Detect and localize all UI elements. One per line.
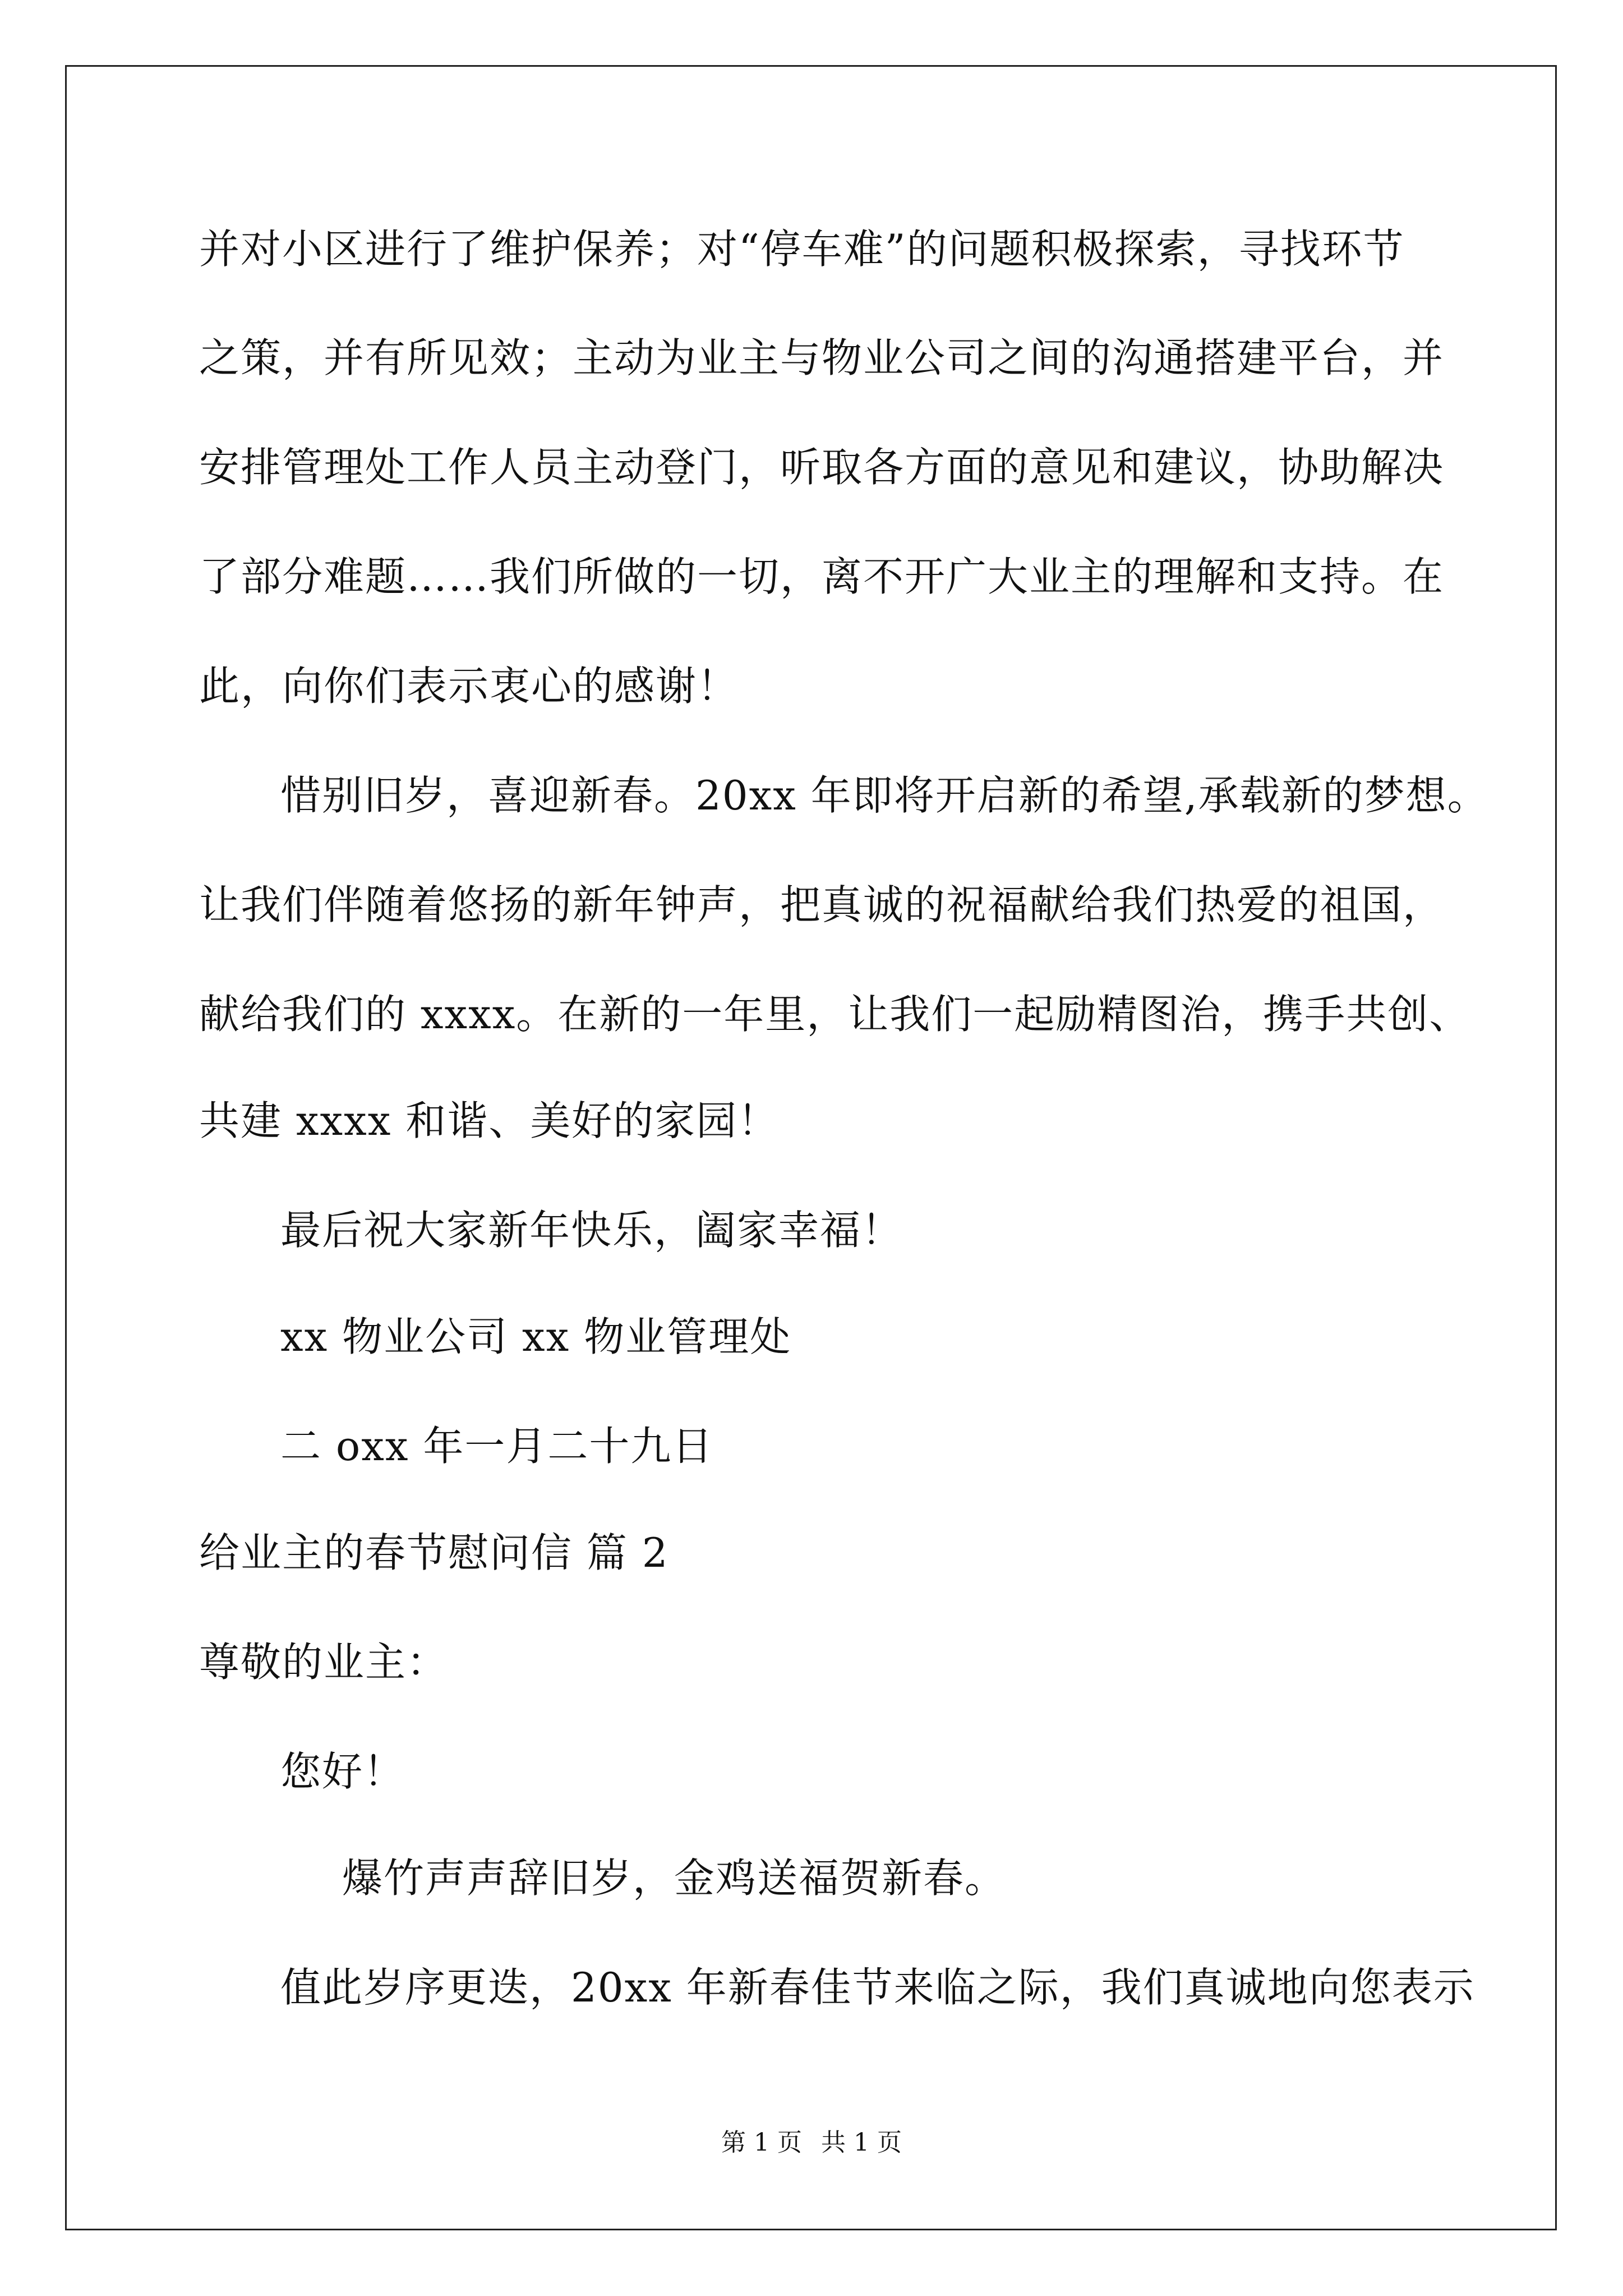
body-line: 了部分难题……我们所做的一切，离不开广大业主的理解和支持。在	[199, 553, 1445, 600]
closing-wish: 最后祝大家新年快乐，阖家幸福！	[280, 1207, 903, 1254]
body-line: 之策，并有所见效；主动为业主与物业公司之间的沟通搭建平台，并	[199, 334, 1445, 381]
page-border	[65, 65, 1557, 2230]
signature-date: 二 oxx 年一月二十九日	[280, 1423, 714, 1470]
body-line: 此，向你们表示衷心的感谢！	[199, 662, 739, 710]
greeting: 您好！	[280, 1748, 405, 1795]
body-line: 让我们伴随着悠扬的新年钟声，把真诚的祝福献给我们热爱的祖国，	[199, 881, 1445, 928]
salutation: 尊敬的业主：	[199, 1639, 449, 1686]
body-line: 并对小区进行了维护保养；对“停车难”的问题积极探索，寻找环节	[199, 226, 1405, 273]
page-number: 第 1 页	[721, 2128, 802, 2157]
body-line: 献给我们的 xxxx。在新的一年里，让我们一起励精图治，携手共创、	[199, 991, 1471, 1038]
page-total: 共 1 页	[821, 2128, 902, 2157]
page-footer	[0, 2126, 1623, 2160]
signature-organization: xx 物业公司 xx 物业管理处	[280, 1313, 792, 1360]
couplet-line: 爆竹声声辞旧岁，金鸡送福贺新春。	[342, 1855, 1007, 1902]
body-line: 安排管理处工作人员主动登门，听取各方面的意见和建议，协助解决	[199, 444, 1445, 491]
body-line: 值此岁序更迭，20xx 年新春佳节来临之际，我们真诚地向您表示	[280, 1964, 1475, 2011]
body-line: 共建 xxxx 和谐、美好的家园！	[199, 1097, 780, 1144]
section-title: 给业主的春节慰问信 篇 2	[199, 1529, 669, 1576]
paragraph-start-line: 惜别旧岁，喜迎新春。20xx 年即将开启新的希望,承载新的梦想。	[280, 772, 1489, 819]
